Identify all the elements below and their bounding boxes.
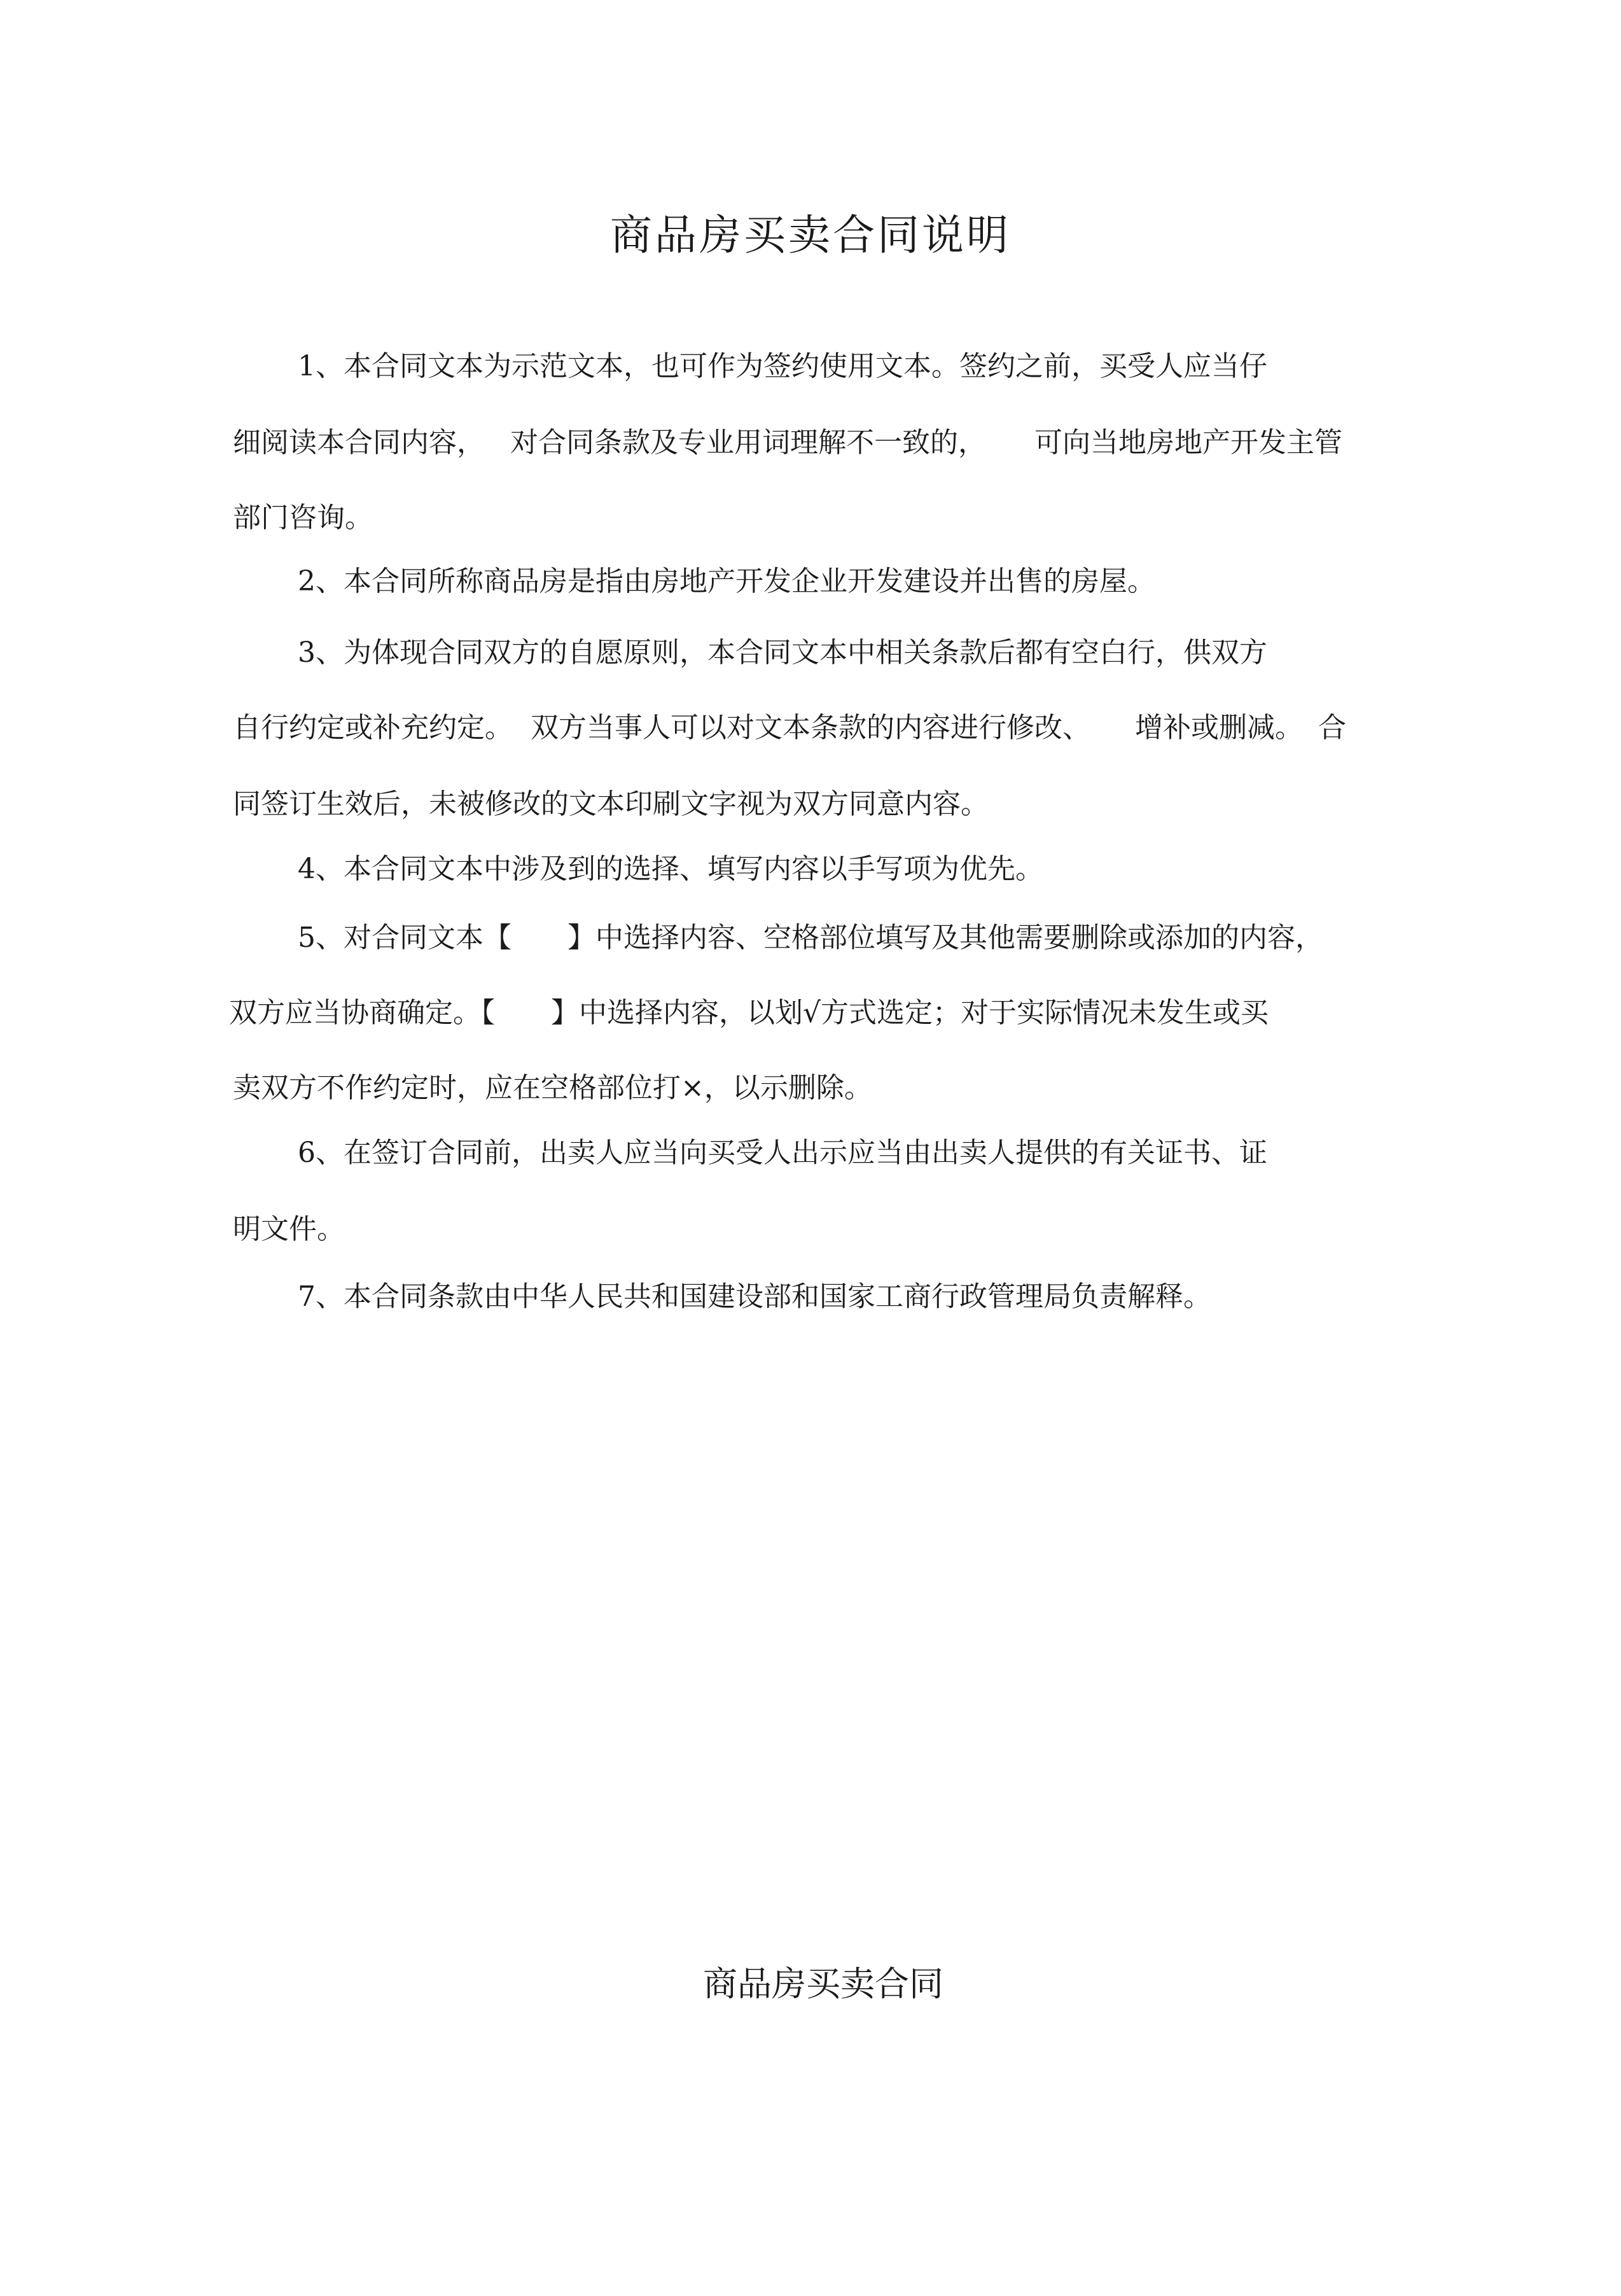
item-5-line-3: 卖双方不作约定时，应在空格部位打×，以示删除。 (233, 1072, 872, 1104)
item-3-line-2-part-3: 增补或删减。 (1135, 711, 1303, 744)
item-5-line-2: 双方应当协商确定。【 】中选择内容，以划√方式选定；对于实际情况未发生或买 (229, 997, 1269, 1029)
item-1-line-2-part-2: 对合同条款及专业用词理解不一致的， (510, 426, 986, 459)
item-3-line-2-part-2: 双方当事人可以对文本条款的内容进行修改、 (531, 711, 1090, 744)
item-1-line-2 (233, 424, 1342, 462)
item-1-line-1: 1、本合同文本为示范文本，也可作为签约使用文本。签约之前，买受人应当仔 (298, 350, 1267, 382)
item-1-line-3: 部门咨询。 (233, 501, 373, 534)
item-2-line-1: 2、本合同所称商品房是指由房地产开发企业开发建设并出售的房屋。 (298, 565, 1155, 598)
item-3-line-2-part-1: 自行约定或补充约定。 (233, 711, 513, 744)
item-3-line-2 (233, 709, 1346, 747)
item-5-line-1: 5、对合同文本【 】中选择内容、空格部位填写及其他需要删除或添加的内容， (298, 921, 1323, 954)
item-3-line-3: 同签订生效后，未被修改的文本印刷文字视为双方同意内容。 (233, 788, 989, 820)
item-1-line-2-part-1: 细阅读本合同内容， (233, 426, 485, 459)
item-3-line-2-part-4: 合 (1318, 711, 1346, 744)
document-title: 商品房买卖合同说明 (610, 211, 1011, 260)
item-6-line-2: 明文件。 (233, 1213, 345, 1245)
item-4-line-1: 4、本合同文本中涉及到的选择、填写内容以手写项为优先。 (298, 853, 1043, 885)
item-1-line-2-part-3: 可向当地房地产开发主管 (1034, 426, 1342, 459)
item-7-line-1: 7、本合同条款由中华人民共和国建设部和国家工商行政管理局负责解释。 (298, 1280, 1211, 1313)
next-page-title: 商品房买卖合同 (703, 1964, 943, 2004)
item-3-line-1: 3、为体现合同双方的自愿原则，本合同文本中相关条款后都有空白行，供双方 (298, 636, 1267, 669)
item-6-line-1: 6、在签订合同前，出卖人应当向买受人出示应当由出卖人提供的有关证书、证 (298, 1137, 1267, 1169)
